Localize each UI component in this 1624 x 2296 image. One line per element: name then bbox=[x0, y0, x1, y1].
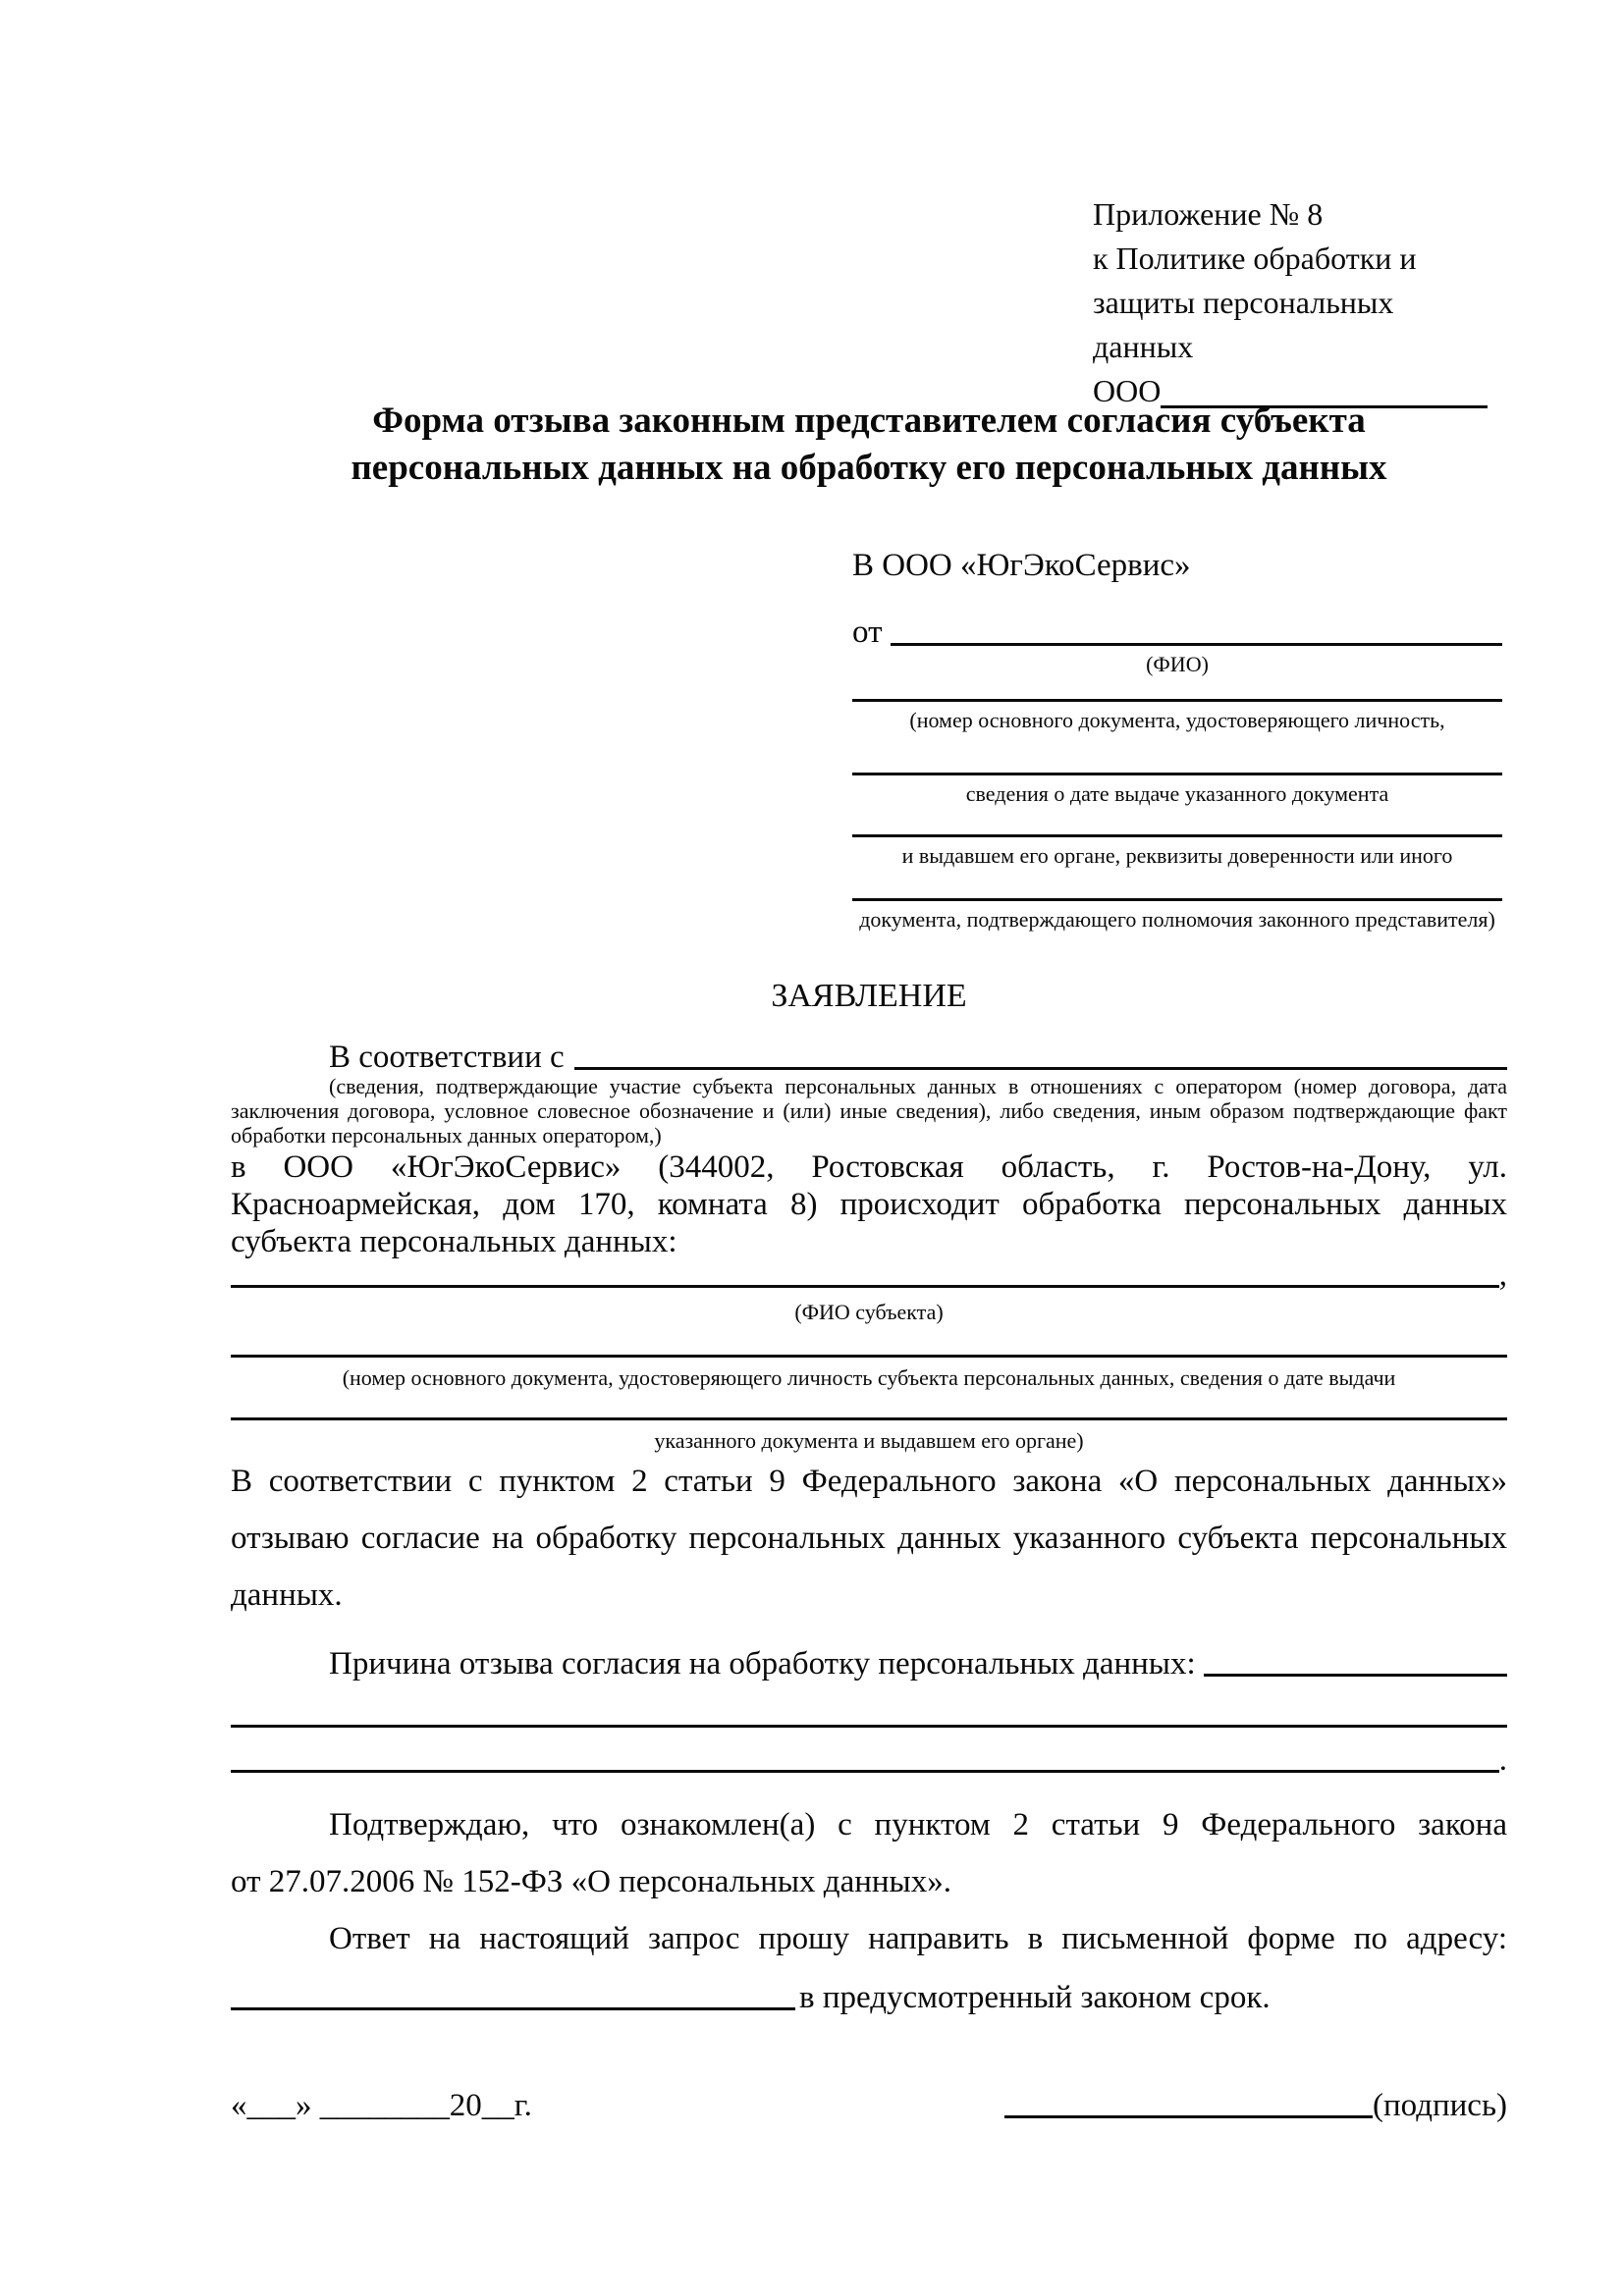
operator-paragraph-line3: субъекта персональных данных: bbox=[231, 1224, 677, 1259]
accordance-row bbox=[231, 1035, 1507, 1076]
issuing-authority-blank-line bbox=[852, 834, 1502, 837]
withdrawal-paragraph-line1: В соответствии с пунктом 2 статьи 9 Федерального закона «О персональных данных» bbox=[231, 1464, 1507, 1499]
document-number-unit bbox=[852, 699, 1502, 733]
issuing-authority-unit bbox=[852, 834, 1502, 869]
date-fill-in: «___» ________20__г. bbox=[231, 2088, 532, 2123]
relationship-note-line2: заключения договора, условное словесное обозначение и (или) иные сведения), либо сведения, иным образом подтверждающие факт bbox=[231, 1098, 1507, 1123]
reason-prefix: Причина отзыва согласия на обработку персональных данных: bbox=[329, 1646, 1196, 1682]
from-row bbox=[852, 611, 1502, 652]
statement-heading: ЗАЯВЛЕНИЕ bbox=[771, 978, 967, 1014]
subject-name-caption: (ФИО субъекта) bbox=[794, 1300, 944, 1324]
from-prefix: от bbox=[852, 614, 883, 650]
issue-date-unit bbox=[852, 773, 1502, 807]
signature-group bbox=[1004, 2088, 1507, 2124]
issue-date-caption: сведения о дате выдаче указанного документа bbox=[965, 781, 1389, 806]
reason-continuation-row2 bbox=[231, 1742, 1507, 1779]
reason-continuation-suffix: . bbox=[1498, 1742, 1507, 1778]
accordance-blank-line bbox=[574, 1067, 1507, 1070]
appendix-policy-line2: защиты персональных данных bbox=[1093, 285, 1394, 364]
subject-document-unit2 bbox=[231, 1417, 1507, 1454]
operator-paragraph-line1: в ООО «ЮгЭкоСервис» (344002, Ростовская область, г. Ростов-на-Дону, ул. bbox=[231, 1149, 1507, 1185]
reason-continuation-blank-line1 bbox=[231, 1725, 1507, 1728]
subject-document-unit1 bbox=[231, 1355, 1507, 1391]
confirmation-paragraph bbox=[231, 1796, 1507, 1910]
authority-document-caption: документа, подтверждающего полномочия законного представителя) bbox=[859, 907, 1495, 932]
appendix-policy-line1: к Политике обработки и bbox=[1093, 240, 1417, 276]
subject-name-suffix: , bbox=[1498, 1257, 1507, 1293]
reply-suffix: в предусмотренный законом срок. bbox=[799, 1980, 1271, 2015]
operator-paragraph-line2: Красноармейская, дом 170, комната 8) происходит обработка персональных данных bbox=[231, 1187, 1507, 1222]
subject-document-caption2: указанного документа и выдавшем его органе) bbox=[654, 1428, 1084, 1453]
subject-document-blank-line1 bbox=[231, 1355, 1507, 1358]
reason-blank-line bbox=[1204, 1674, 1507, 1677]
relationship-note-line3: обработки персональных данных оператором,) bbox=[231, 1123, 662, 1148]
confirmation-paragraph-line1: Подтверждаю, что ознакомлен(а) с пунктом 2 статьи 9 Федерального закона bbox=[329, 1807, 1507, 1842]
issue-date-blank-line bbox=[852, 773, 1502, 775]
representative-name-blank-line bbox=[891, 643, 1503, 646]
accordance-prefix: В соответствии с bbox=[329, 1040, 565, 1075]
addressee-organization: В ООО «ЮгЭкоСервис» bbox=[852, 548, 1191, 583]
document-title-line2: персональных данных на обработку его персональных данных bbox=[351, 448, 1387, 488]
reply-request-line: Ответ на настоящий запрос прошу направить в письменной форме по адресу: bbox=[329, 1921, 1507, 1956]
reason-row bbox=[231, 1631, 1507, 1682]
appendix-header bbox=[1093, 192, 1488, 413]
authority-document-unit bbox=[852, 898, 1502, 933]
subject-name-row bbox=[231, 1257, 1507, 1294]
relationship-note-line1: (сведения, подтверждающие участие субъекта персональных данных в отношениях с оператором (номер договора, дата bbox=[329, 1074, 1507, 1098]
document-number-caption: (номер основного документа, удостоверяющего личность, bbox=[909, 708, 1445, 732]
document-title bbox=[231, 398, 1507, 492]
fio-caption: (ФИО) bbox=[1146, 652, 1209, 676]
addressee-block bbox=[852, 546, 1502, 933]
confirmation-paragraph-line2: от 27.07.2006 № 152-ФЗ «О персональных данных». bbox=[231, 1864, 951, 1899]
subject-document-blank-line2 bbox=[231, 1417, 1507, 1420]
ooo-prefix: ООО bbox=[1093, 373, 1162, 408]
reason-continuation-blank-line2 bbox=[231, 1770, 1499, 1773]
withdrawal-paragraph-line2: отзываю согласие на обработку персональных данных указанного субъекта персональных bbox=[231, 1521, 1507, 1556]
document-title-line1: Форма отзыва законным представителем согласия субъекта bbox=[372, 400, 1366, 441]
footer-row bbox=[231, 2087, 1507, 2124]
appendix-number: Приложение № 8 bbox=[1093, 196, 1324, 232]
subject-document-caption1: (номер основного документа, удостоверяющего личность субъекта персональных данных, сведения о дате выдачи bbox=[342, 1365, 1396, 1390]
withdrawal-paragraph bbox=[231, 1453, 1507, 1624]
reply-address-blank-line bbox=[231, 2007, 795, 2010]
subject-name-blank-line bbox=[231, 1285, 1499, 1288]
reply-address-row bbox=[231, 1967, 1507, 2016]
withdrawal-paragraph-line3: данных. bbox=[231, 1577, 343, 1613]
signature-blank-line bbox=[1004, 2115, 1373, 2118]
issuing-authority-caption: и выдавшем его органе, реквизиты доверенности или иного bbox=[901, 843, 1453, 868]
operator-paragraph bbox=[231, 1148, 1507, 1260]
relationship-note bbox=[231, 1074, 1507, 1148]
authority-document-blank-line bbox=[852, 898, 1502, 901]
signature-caption: (подпись) bbox=[1373, 2088, 1507, 2123]
document-number-blank-line bbox=[852, 699, 1502, 702]
